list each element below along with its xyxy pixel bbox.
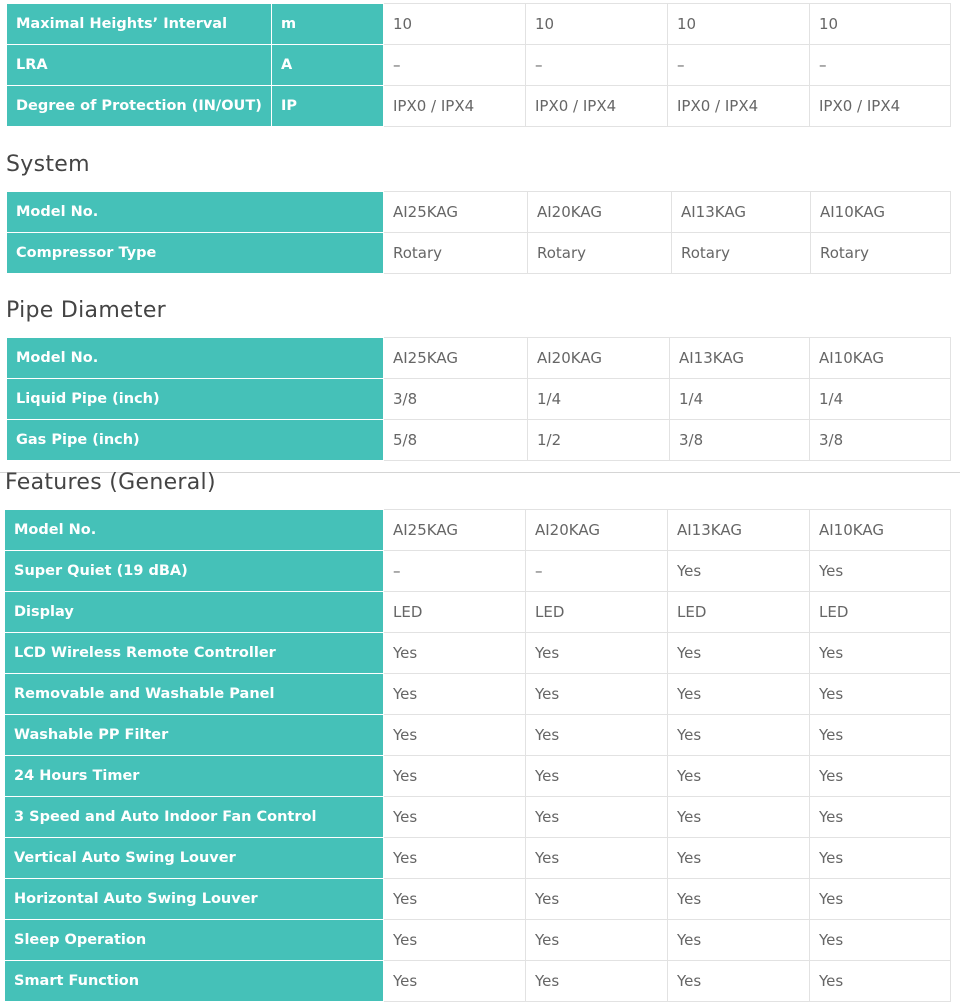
table-cell: Yes: [384, 674, 526, 715]
table-cell: 3/8: [384, 379, 528, 420]
system-table: [6, 191, 951, 274]
table-row: [5, 797, 951, 838]
table-row: [5, 961, 951, 1002]
table-row: [7, 420, 951, 461]
table-cell: Yes: [668, 838, 810, 879]
table-cell: AI10KAG: [810, 510, 951, 551]
row-label: Washable PP Filter: [5, 715, 384, 756]
row-label: LCD Wireless Remote Controller: [5, 633, 384, 674]
table-cell: 10: [810, 4, 951, 45]
table-cell: Yes: [668, 674, 810, 715]
table-cell: Yes: [526, 920, 668, 961]
table-cell: –: [526, 551, 668, 592]
table-cell: Yes: [668, 756, 810, 797]
table-cell: IPX0 / IPX4: [526, 86, 668, 127]
table-cell: Yes: [810, 756, 951, 797]
table-cell: Yes: [668, 797, 810, 838]
system-body: [7, 192, 951, 274]
table-cell: LED: [526, 592, 668, 633]
table-cell: Yes: [526, 674, 668, 715]
electrical-spec-table: [6, 3, 951, 127]
table-cell: Yes: [384, 756, 526, 797]
table-cell: Yes: [526, 756, 668, 797]
table-cell: AI20KAG: [528, 192, 672, 233]
table-row: [5, 920, 951, 961]
table-cell: 3/8: [810, 420, 951, 461]
table-cell: –: [384, 45, 526, 86]
table-row: [5, 674, 951, 715]
table-cell: AI10KAG: [810, 338, 951, 379]
row-label: Gas Pipe (inch): [7, 420, 384, 461]
table-cell: Yes: [384, 879, 526, 920]
row-label: Horizontal Auto Swing Louver: [5, 879, 384, 920]
table-cell: Yes: [384, 920, 526, 961]
section-title-features-general: Features (General): [5, 470, 216, 495]
row-label: Display: [5, 592, 384, 633]
table-cell: Rotary: [384, 233, 528, 274]
table-cell: –: [526, 45, 668, 86]
table-row: [7, 233, 951, 274]
table-cell: Yes: [384, 838, 526, 879]
table-cell: Yes: [668, 551, 810, 592]
table-cell: Yes: [668, 961, 810, 1002]
table-cell: 3/8: [670, 420, 810, 461]
table-cell: 10: [526, 4, 668, 45]
table-row: [5, 592, 951, 633]
table-cell: –: [384, 551, 526, 592]
table-row: [5, 879, 951, 920]
table-cell: Rotary: [528, 233, 672, 274]
table-row: [5, 715, 951, 756]
table-cell: Yes: [526, 961, 668, 1002]
row-label: Model No.: [7, 192, 384, 233]
row-unit: m: [272, 4, 384, 45]
row-label: Model No.: [5, 510, 384, 551]
row-label: Degree of Protection (IN/OUT): [7, 86, 272, 127]
table-cell: –: [668, 45, 810, 86]
row-label: 3 Speed and Auto Indoor Fan Control: [5, 797, 384, 838]
table-cell: AI10KAG: [811, 192, 951, 233]
table-cell: Yes: [384, 961, 526, 1002]
table-cell: Yes: [668, 715, 810, 756]
table-cell: Yes: [810, 674, 951, 715]
table-cell: AI25KAG: [384, 192, 528, 233]
table-cell: IPX0 / IPX4: [384, 86, 526, 127]
row-label: Compressor Type: [7, 233, 384, 274]
table-cell: AI20KAG: [528, 338, 670, 379]
table-row: [5, 633, 951, 674]
row-label: Sleep Operation: [5, 920, 384, 961]
row-label: 24 Hours Timer: [5, 756, 384, 797]
table-row: [7, 86, 951, 127]
features-table: [4, 509, 951, 1002]
table-cell: Rotary: [811, 233, 951, 274]
table-cell: LED: [668, 592, 810, 633]
table-cell: 10: [668, 4, 810, 45]
row-label: Maximal Heights’ Interval: [7, 4, 272, 45]
table-cell: Yes: [384, 715, 526, 756]
table-cell: 10: [384, 4, 526, 45]
table-cell: Yes: [810, 961, 951, 1002]
table-cell: 5/8: [384, 420, 528, 461]
table-cell: Yes: [810, 797, 951, 838]
table-cell: Yes: [810, 920, 951, 961]
table-cell: IPX0 / IPX4: [668, 86, 810, 127]
table-cell: Yes: [810, 838, 951, 879]
row-label: Smart Function: [5, 961, 384, 1002]
table-cell: Yes: [384, 797, 526, 838]
row-unit: A: [272, 45, 384, 86]
table-cell: AI13KAG: [670, 338, 810, 379]
table-cell: Yes: [526, 633, 668, 674]
table-cell: Yes: [810, 633, 951, 674]
table-cell: LED: [810, 592, 951, 633]
table-cell: Yes: [810, 879, 951, 920]
table-cell: Yes: [668, 920, 810, 961]
table-row: [5, 838, 951, 879]
table-row: [7, 338, 951, 379]
features-body: [5, 510, 951, 1002]
row-unit: IP: [272, 86, 384, 127]
table-cell: Yes: [526, 715, 668, 756]
table-cell: 1/4: [670, 379, 810, 420]
table-cell: 1/4: [810, 379, 951, 420]
table-row: [5, 551, 951, 592]
table-cell: AI25KAG: [384, 338, 528, 379]
table-cell: LED: [384, 592, 526, 633]
electrical-spec-body: [7, 4, 951, 127]
table-row: [7, 192, 951, 233]
table-row: [5, 756, 951, 797]
table-row: [7, 379, 951, 420]
section-title-pipe-diameter: Pipe Diameter: [6, 298, 166, 323]
pipe-body: [7, 338, 951, 461]
table-cell: –: [810, 45, 951, 86]
table-cell: AI13KAG: [672, 192, 811, 233]
table-cell: 1/4: [528, 379, 670, 420]
table-cell: Rotary: [672, 233, 811, 274]
table-cell: AI20KAG: [526, 510, 668, 551]
table-cell: Yes: [384, 633, 526, 674]
table-cell: Yes: [668, 633, 810, 674]
table-row: [7, 4, 951, 45]
row-label: Liquid Pipe (inch): [7, 379, 384, 420]
table-cell: Yes: [526, 879, 668, 920]
row-label: Vertical Auto Swing Louver: [5, 838, 384, 879]
row-label: Model No.: [7, 338, 384, 379]
table-cell: IPX0 / IPX4: [810, 86, 951, 127]
table-row: [7, 45, 951, 86]
table-cell: Yes: [526, 797, 668, 838]
table-row: [5, 510, 951, 551]
table-cell: Yes: [668, 879, 810, 920]
table-cell: AI25KAG: [384, 510, 526, 551]
table-cell: 1/2: [528, 420, 670, 461]
table-cell: Yes: [810, 715, 951, 756]
table-cell: AI13KAG: [668, 510, 810, 551]
table-cell: Yes: [810, 551, 951, 592]
pipe-diameter-table: [6, 337, 951, 461]
row-label: LRA: [7, 45, 272, 86]
table-cell: Yes: [526, 838, 668, 879]
row-label: Removable and Washable Panel: [5, 674, 384, 715]
row-label: Super Quiet (19 dBA): [5, 551, 384, 592]
section-title-system: System: [6, 152, 90, 177]
